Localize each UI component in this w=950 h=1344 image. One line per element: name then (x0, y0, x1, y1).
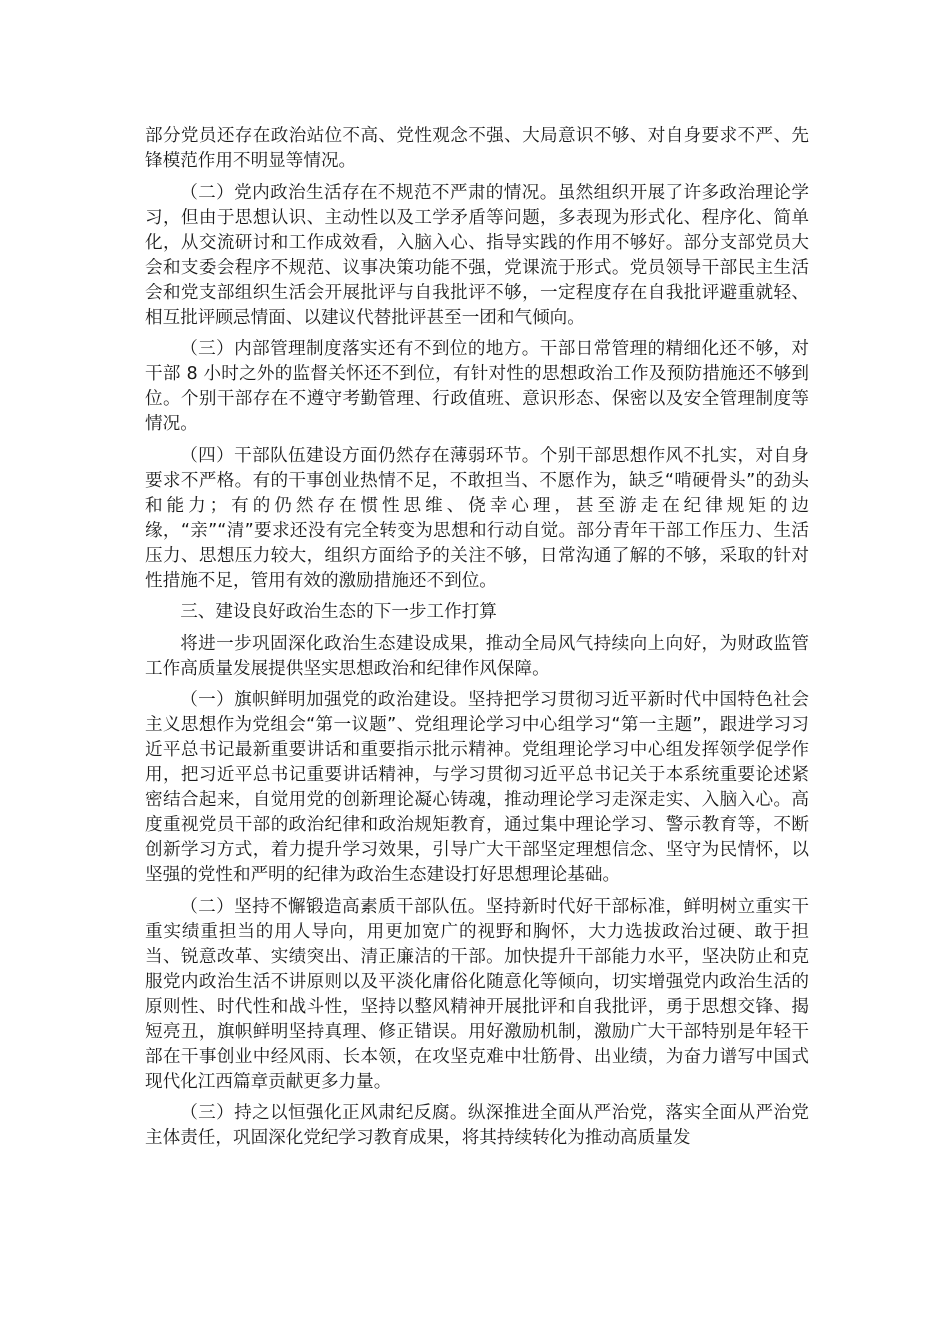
paragraph-section-2-3: （三）内部管理制度落实还有不到位的地方。干部日常管理的精细化还不够，对干部 8 小时之外的监督关怀还不到位，有针对性的思想政治工作及预防措施还不够到位。个别干部存在不遵守考勤管理、行政值班、意识形态、保密以及安全管理制度等情况。 (145, 339, 809, 434)
paragraph-section-3-2: （二）坚持不懈锻造高素质干部队伍。坚持新时代好干部标准，鲜明树立重实干重实绩重担当的用人导向，用更加宽广的视野和胸怀，大力选拔政治过硬、敢于担当、锐意改革、实绩突出、清正廉洁的干部。加快提升干部能力水平，坚决防止和克服党内政治生活不讲原则以及平淡化庸俗化随意化等倾向，切实增强党内政治生活的原则性、时代性和战斗性，坚持以整风精神开展批评和自我批评，勇于思想交锋、揭短亮丑，旗帜鲜明坚持真理、修正错误。用好激励机制，激励广大干部特别是年轻干部在干事创业中经风雨、长本领，在攻坚克难中壮筋骨、出业绩，为奋力谱写中国式现代化江西篇章贡献更多力量。 (145, 896, 809, 1092)
section-heading-3: 三、建设良好政治生态的下一步工作打算 (180, 602, 497, 622)
paragraph-section-3-intro: 将进一步巩固深化政治生态建设成果，推动全局风气持续向上向好，为财政监管工作高质量发展提供坚实思想政治和纪律作风保障。 (145, 633, 809, 679)
document-body (145, 124, 809, 1151)
paragraph-continuation: 部分党员还存在政治站位不高、党性观念不强、大局意识不够、对自身要求不严、先锋模范作用不明显等情况。 (145, 126, 809, 171)
paragraph-section-2-2: （二）党内政治生活存在不规范不严肃的情况。虽然组织开展了许多政治理论学习，但由于思想认识、主动性以及工学矛盾等问题，多表现为形式化、程序化、简单化，从交流研讨和工作成效看，入脑入心、指导实践的作用不够好。部分支部党员大会和支委会程序不规范、议事决策功能不强，党课流于形式。党员领导干部民主生活会和党支部组织生活会开展批评与自我批评不够，一定程度存在自我批评避重就轻、相互批评顾忌情面、以建议代替批评甚至一团和气倾向。 (145, 182, 809, 328)
paragraph-section-2-4: （四）干部队伍建设方面仍然存在薄弱环节。个别干部思想作风不扎实，对自身要求不严格。有的干事创业热情不足，不敢担当、不愿作为，缺乏“啃硬骨头”的劲头和能力；有的仍然存在惯性思维、侥幸心理，甚至游走在纪律规矩的边缘，“亲”“清”要求还没有完全转变为思想和行动自觉。部分青年干部工作压力、生活压力、思想压力较大，组织方面给予的关注不够，日常沟通了解的不够，采取的针对性措施不足，管用有效的激励措施还不到位。 (145, 445, 809, 591)
paragraph-section-3-1: （一）旗帜鲜明加强党的政治建设。坚持把学习贯彻习近平新时代中国特色社会主义思想作为党组会“第一议题”、党组理论学习中心组学习“第一主题”，跟进学习习近平总书记最新重要讲话和重要指示批示精神。党组理论学习中心组发挥领学促学作用，把习近平总书记重要讲话精神，与学习贯彻习近平总书记关于本系统重要论述紧密结合起来，自觉用党的创新理论凝心铸魂，推动理论学习走深走实、入脑入心。高度重视党员干部的政治纪律和政治规矩教育，通过集中理论学习、警示教育等，不断创新学习方式，着力提升学习效果，引导广大干部坚定理想信念、坚守为民情怀，以坚强的党性和严明的纪律为政治生态建设打好思想理论基础。 (145, 690, 809, 885)
paragraph-section-3-3: （三）持之以恒强化正风肃纪反腐。纵深推进全面从严治党，落实全面从严治党主体责任，巩固深化党纪学习教育成果，将其持续转化为推动高质量发 (145, 1103, 809, 1148)
